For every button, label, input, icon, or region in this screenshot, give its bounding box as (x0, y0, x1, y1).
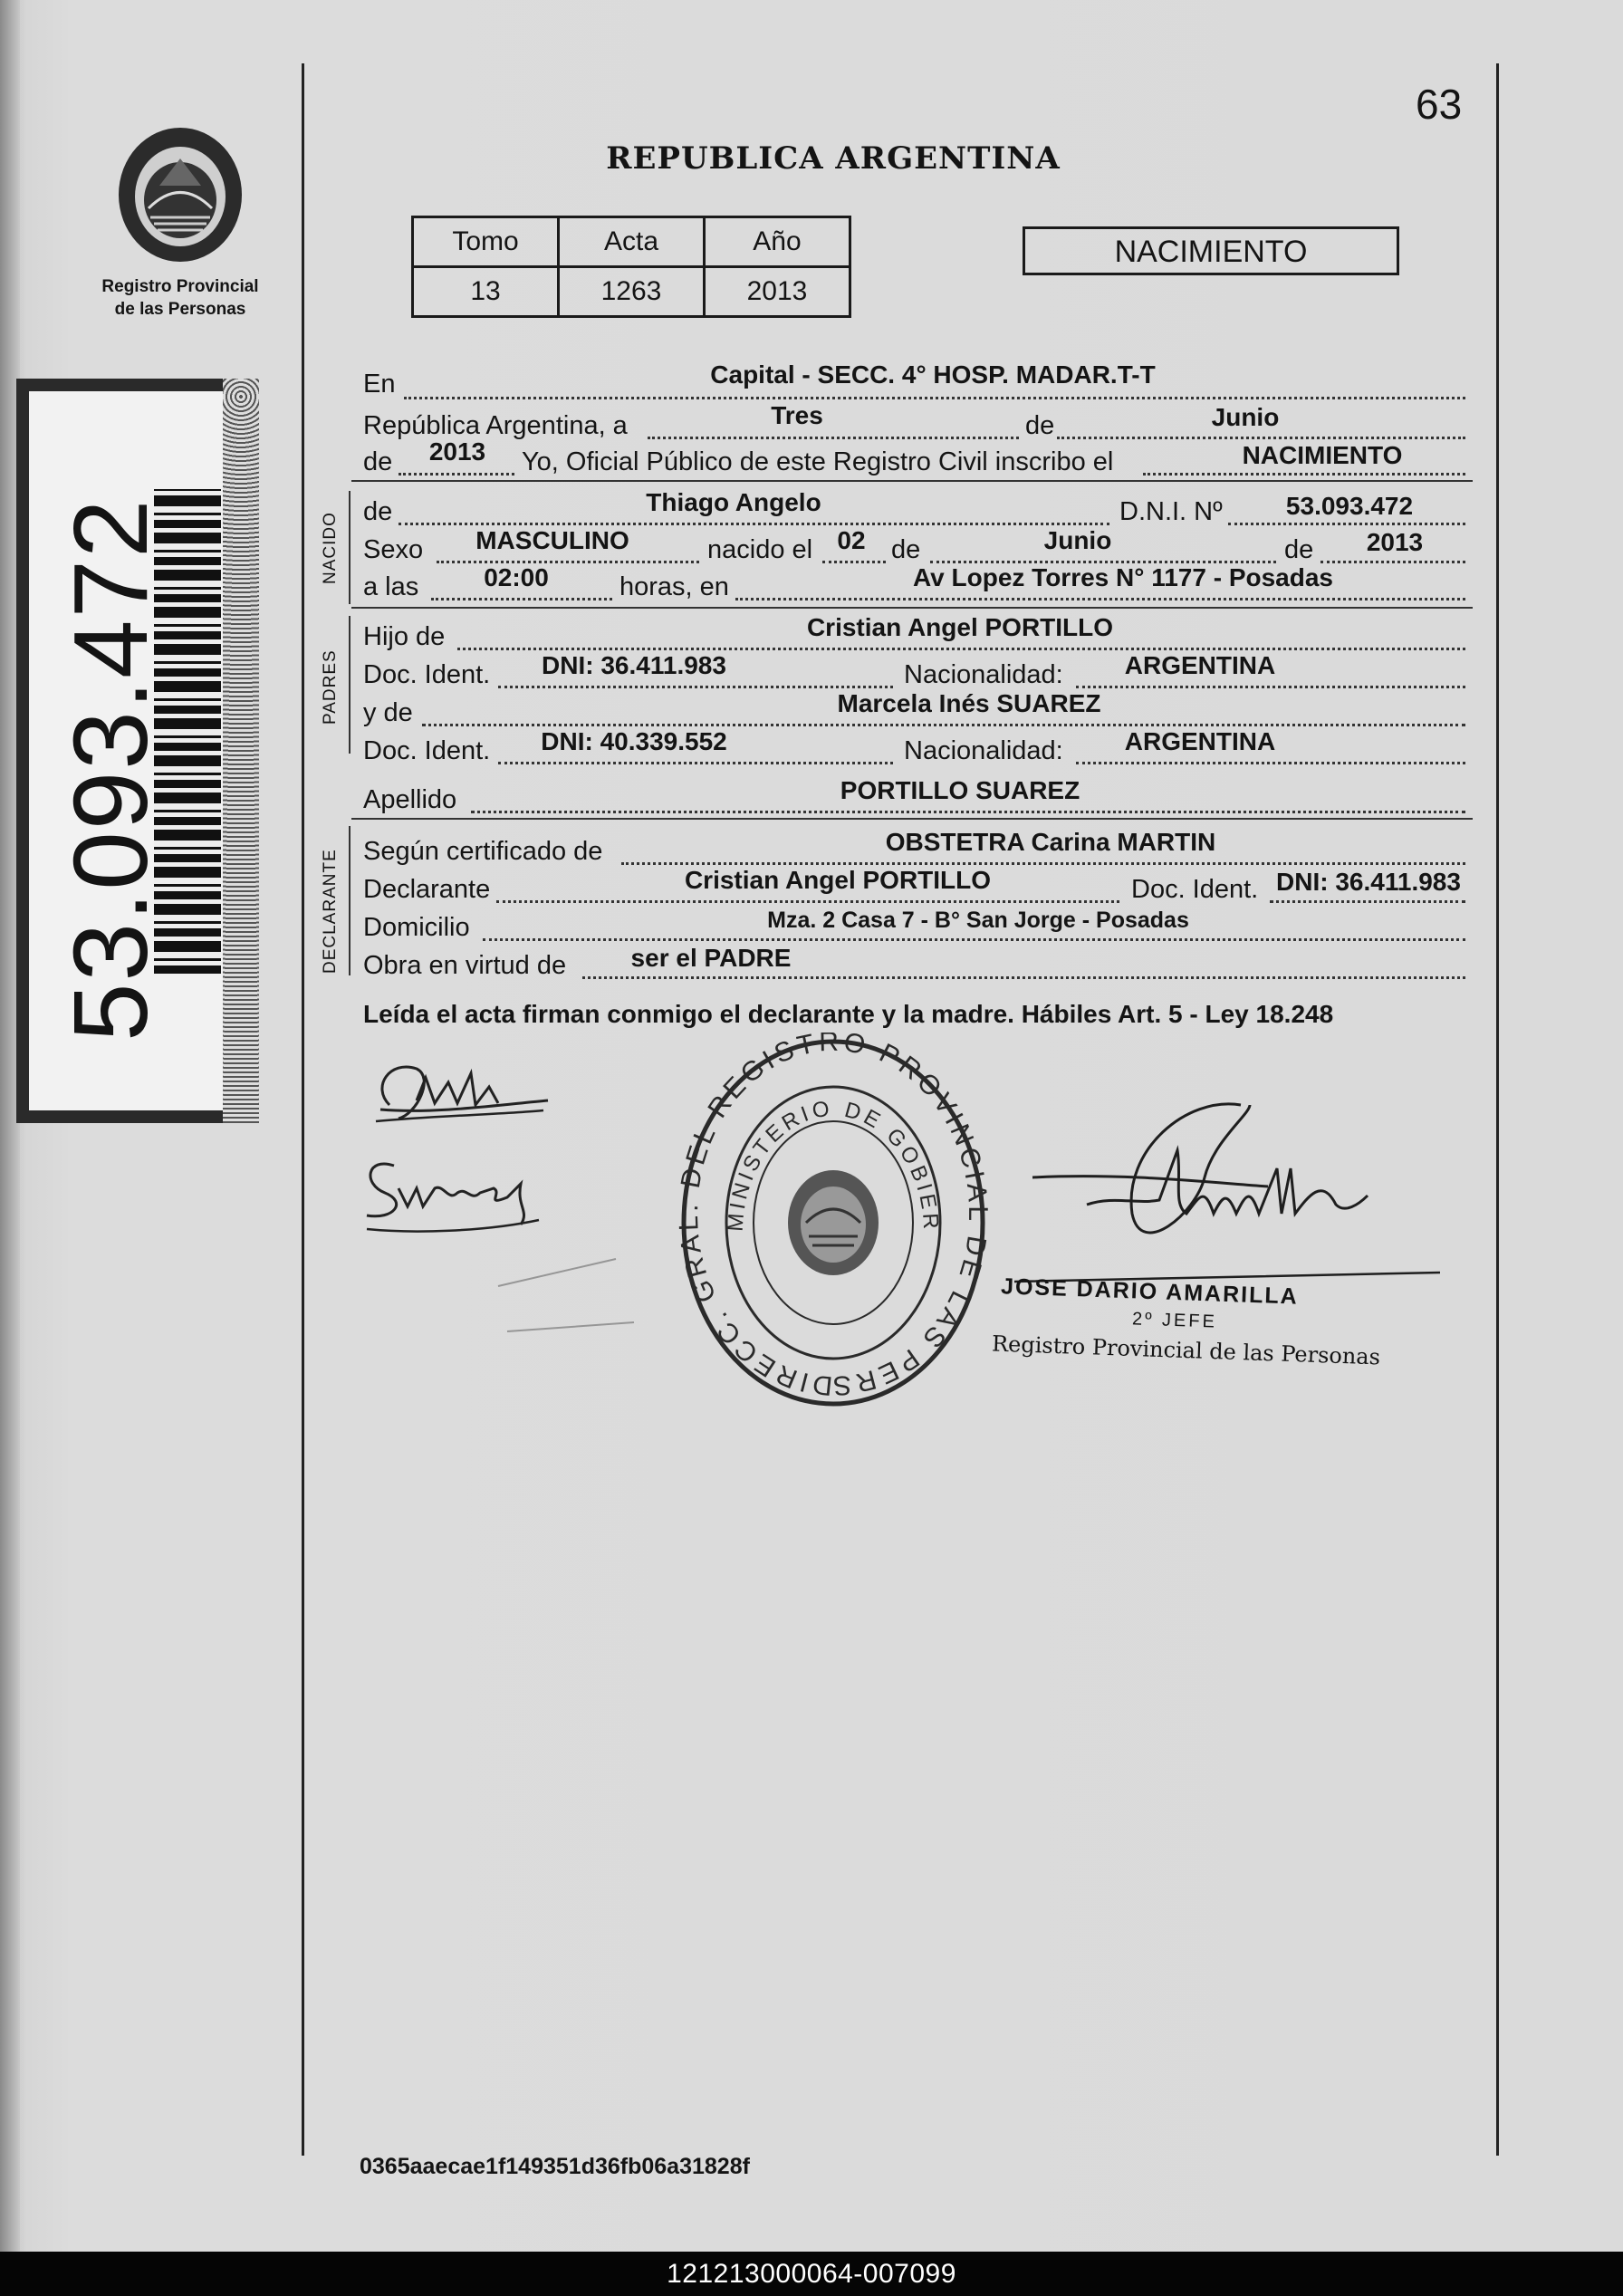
label-apellido: Apellido (363, 785, 457, 814)
label-doc-ident-2: Doc. Ident. (363, 736, 491, 765)
dots-madre-nac (1076, 762, 1465, 764)
dots-declarante (496, 900, 1119, 903)
value-anio: 2013 (428, 437, 486, 466)
label-doc-ident-1: Doc. Ident. (363, 660, 491, 689)
left-margin-line (302, 63, 304, 2156)
dots-en (404, 397, 1465, 399)
label-hijo-de: Hijo de (363, 622, 446, 651)
value-declarante-dni: DNI: 36.411.983 (1276, 868, 1461, 896)
value-dni: 53.093.472 (1285, 492, 1414, 520)
label-republica: República Argentina, a (363, 411, 628, 440)
separator-3 (351, 818, 1473, 820)
signature-official (978, 1078, 1449, 1304)
dots-padre-dni (498, 686, 893, 688)
official-role: 2º JEFE (1131, 1309, 1218, 1332)
declarante-bar (349, 826, 351, 975)
footer-code: 121213000064-007099 (0, 2252, 1623, 2296)
label-sexo: Sexo (363, 535, 424, 564)
right-margin-line (1496, 63, 1499, 2156)
dots-declarante-dni (1270, 900, 1465, 903)
dots-dni (1228, 523, 1465, 525)
shield-seal-icon (112, 122, 248, 267)
label-horas-en: horas, en (619, 572, 729, 601)
dots-padre (457, 648, 1465, 650)
signature-mother (358, 1143, 557, 1243)
dots-padre-nac (1076, 686, 1465, 688)
value-certificado: OBSTETRA Carina MARTIN (885, 828, 1216, 856)
section-label-padres: PADRES (321, 649, 340, 725)
value-madre-nac: ARGENTINA (1124, 727, 1276, 755)
official-office: Registro Provincial de las Personas (991, 1331, 1381, 1370)
value-nac-mes: Junio (1043, 526, 1112, 554)
value-sexo: MASCULINO (475, 526, 629, 554)
separator-2 (351, 607, 1473, 609)
table-value-acta: 1263 (559, 267, 705, 317)
dots-madre-dni (498, 762, 893, 764)
faint-marks (480, 1250, 643, 1350)
document-hash: 0365aaecae1f149351d36fb06a31828f (360, 2154, 750, 2179)
label-de-mes: de (1025, 411, 1055, 440)
label-en: En (363, 370, 396, 399)
value-virtud: ser el PADRE (630, 944, 792, 972)
page-number: 63 (1416, 81, 1463, 128)
dots-hora (431, 598, 612, 600)
label-doc-ident-decl: Doc. Ident. (1131, 875, 1259, 904)
value-apellido: PORTILLO SUAREZ (840, 776, 1080, 804)
value-dia: Tres (771, 401, 823, 429)
value-lugar-nac: Av Lopez Torres N° 1177 - Posadas (912, 563, 1334, 591)
label-de-anio: de (363, 447, 393, 476)
dots-mes (1057, 437, 1465, 439)
guilloche-pattern (223, 379, 259, 1123)
dots-dia (648, 437, 1019, 439)
value-nac-anio: 2013 (1366, 528, 1424, 556)
stamp-inner-text: MINISTERIO DE GOBIER (723, 1096, 944, 1234)
value-inscribe: NACIMIENTO (1242, 441, 1403, 469)
dots-nombre (399, 523, 1109, 525)
side-id-number: 53.093.472 (52, 497, 169, 1042)
table-value-tomo: 13 (413, 267, 559, 317)
separator-1 (351, 480, 1473, 482)
value-padre-nac: ARGENTINA (1124, 651, 1276, 679)
padres-bar (349, 616, 351, 754)
label-a-las: a las (363, 572, 419, 601)
doc-type-box: NACIMIENTO (1023, 226, 1399, 275)
label-domicilio: Domicilio (363, 913, 470, 942)
value-declarante: Cristian Angel PORTILLO (684, 866, 992, 894)
label-segun-certificado: Según certificado de (363, 837, 603, 866)
label-dni: D.N.I. Nº (1119, 497, 1223, 526)
dots-inscribe (1143, 473, 1465, 476)
value-madre: Marcela Inés SUAREZ (837, 689, 1101, 717)
dots-madre (422, 724, 1465, 726)
registry-table (411, 216, 851, 318)
value-hora: 02:00 (484, 563, 549, 591)
table-header-anio: Año (705, 217, 850, 267)
label-nacido-el: nacido el (707, 535, 813, 564)
table-header-tomo: Tomo (413, 217, 559, 267)
official-name: JOSE DARIO AMARILLA (1000, 1273, 1300, 1310)
label-nacionalidad-2: Nacionalidad: (904, 736, 1063, 765)
logo-caption-line2: de las Personas (114, 300, 246, 319)
dots-certificado (621, 862, 1465, 865)
label-de-nombre: de (363, 497, 393, 526)
table-header-acta: Acta (559, 217, 705, 267)
country-title: REPUBLICA ARGENTINA (606, 140, 1061, 177)
label-de-nac-mes: de (891, 535, 921, 564)
dots-lugar-nac (735, 598, 1465, 600)
binding-edge (0, 0, 20, 2252)
value-mes: Junio (1211, 403, 1280, 431)
label-y-de: y de (363, 698, 413, 727)
value-lugar: Capital - SECC. 4° HOSP. MADAR.T-T (710, 360, 1156, 389)
nacido-bar (349, 491, 351, 604)
section-label-declarante: DECLARANTE (321, 849, 340, 974)
province-logo (112, 122, 248, 267)
dots-apellido (471, 811, 1465, 813)
dots-anio (399, 473, 514, 476)
closing-statement: Leída el acta firman conmigo el declarante y la madre. Hábiles Art. 5 - Ley 18.248 (363, 1000, 1334, 1028)
dots-virtud (582, 976, 1465, 979)
label-de-nac-anio: de (1284, 535, 1314, 564)
dots-domicilio (483, 938, 1465, 941)
section-label-nacido: NACIDO (321, 512, 340, 584)
table-value-anio: 2013 (705, 267, 850, 317)
label-declarante: Declarante (363, 875, 491, 904)
value-domicilio: Mza. 2 Casa 7 - B° San Jorge - Posadas (767, 908, 1189, 933)
stamp-ring-text: DIRECC. GRAL. DEL REGISTRO PROVINCIAL DE LAS PERS (675, 1033, 992, 1401)
logo-caption-line1: Registro Provincial (101, 277, 259, 296)
value-nombre: Thiago Angelo (646, 488, 821, 516)
value-madre-dni: DNI: 40.339.552 (541, 727, 727, 755)
value-padre: Cristian Angel PORTILLO (806, 613, 1114, 641)
label-yo-oficial: Yo, Oficial Público de este Registro Civil inscribo el (522, 447, 1114, 476)
official-stamp (675, 1033, 992, 1413)
label-obra-en-virtud: Obra en virtud de (363, 951, 567, 980)
signature-father (362, 1051, 562, 1141)
label-nacionalidad-1: Nacionalidad: (904, 660, 1063, 689)
value-padre-dni: DNI: 36.411.983 (542, 651, 726, 679)
value-nac-dia: 02 (837, 526, 866, 554)
